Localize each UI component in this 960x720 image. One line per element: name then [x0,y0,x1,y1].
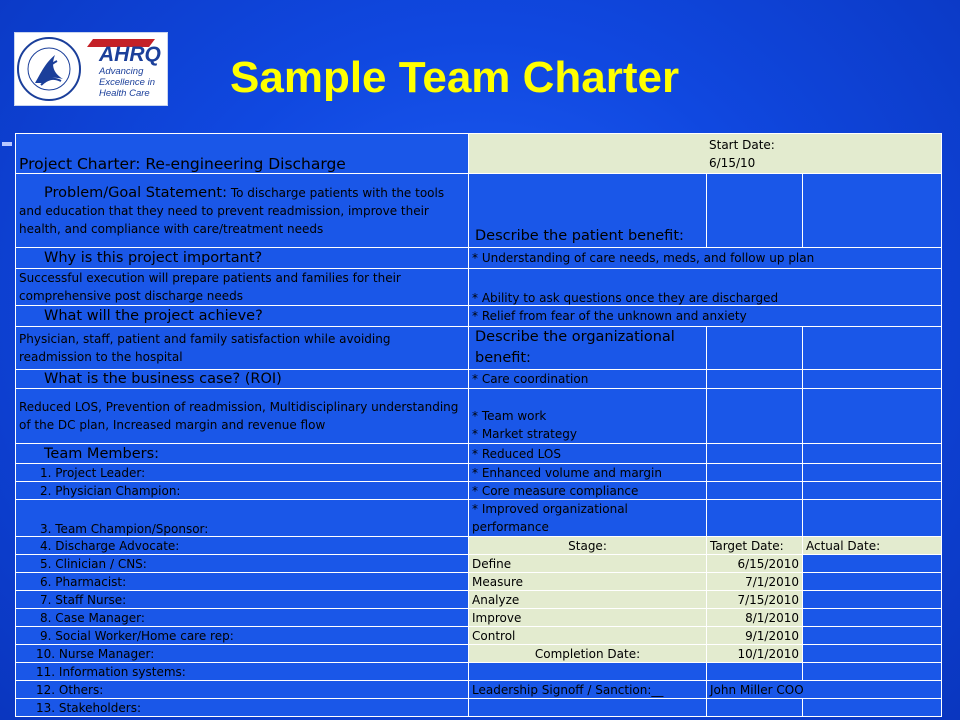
table-cell [707,444,803,464]
team-member-item: 6. Pharmacist: [16,573,469,591]
table-cell [803,464,942,482]
table-row [16,389,942,444]
stage-header: Stage: [469,537,707,555]
why-heading: Why is this project important? [16,248,469,269]
table-row [16,555,942,573]
achieve-heading: What will the project achieve? [16,306,469,327]
table-row [16,609,942,627]
team-heading: Team Members: [16,444,469,464]
team-member-item: 1. Project Leader: [16,464,469,482]
stage-actual-date [803,555,942,573]
table-cell [707,663,803,681]
roi-heading: What is the business case? (ROI) [16,370,469,389]
table-cell [469,699,707,717]
problem-statement-cell [16,174,469,248]
table-row [16,134,942,174]
team-member-item: 8. Case Manager: [16,609,469,627]
patient-benefit-item: * Understanding of care needs, meds, and follow up plan [469,248,942,269]
table-cell [803,444,942,464]
actual-date-header: Actual Date: [803,537,942,555]
slide-title: Sample Team Charter [230,53,680,102]
team-member-item: 3. Team Champion/Sponsor: [16,500,469,537]
table-row [16,327,942,370]
stage-name: Improve [469,609,707,627]
table-cell [803,370,942,389]
project-title: Project Charter: Re-engineering Discharge [16,134,469,174]
table-cell [707,370,803,389]
org-benefit-item: * Reduced LOS [469,444,707,464]
roi-text: Reduced LOS, Prevention of readmission, Multidisciplinary understanding of the DC plan, Increased margin and revenue flow [16,389,469,444]
signoff-value: John Miller COO [707,681,942,699]
stage-actual-date [803,591,942,609]
table-cell [803,500,942,537]
team-member-item: 11. Information systems: [16,663,469,681]
patient-benefit-item: * Ability to ask questions once they are discharged [469,269,942,306]
org-benefit-item: * Improved organizational performance [469,500,707,537]
table-cell [803,389,942,444]
table-row [16,482,942,500]
team-member-item: 9. Social Worker/Home care rep: [16,627,469,645]
table-cell [707,464,803,482]
table-row [16,306,942,327]
completion-date-label: Completion Date: [469,645,707,663]
table-cell [707,389,803,444]
table-row [16,573,942,591]
patient-benefit-label: Describe the patient benefit: [469,174,707,248]
stage-target-date: 8/1/2010 [707,609,803,627]
svg-text:Excellence in: Excellence in [99,77,155,88]
table-row [16,248,942,269]
stage-actual-date [803,609,942,627]
team-member-item: 12. Others: [16,681,469,699]
table-cell [803,663,942,681]
stage-target-date: 6/15/2010 [707,555,803,573]
svg-text:AHRQ: AHRQ [99,43,161,66]
start-date-label: Start Date: [709,137,775,152]
table-row [16,500,942,537]
table-cell [803,645,942,663]
start-date-cell [469,134,942,174]
problem-heading: Problem/Goal Statement: [44,184,227,201]
org-benefit-label: Describe the organizational benefit: [469,327,707,370]
svg-text:Advancing: Advancing [99,66,144,77]
stage-target-date: 9/1/2010 [707,627,803,645]
table-cell [803,327,942,370]
charter-table [15,133,942,717]
bullet-dash-icon [2,142,12,146]
table-row [16,627,942,645]
completion-date-value: 10/1/2010 [707,645,803,663]
stage-target-date: 7/1/2010 [707,573,803,591]
table-cell [707,699,803,717]
org-benefit-item: * Team work [472,409,547,423]
stage-target-date: 7/15/2010 [707,591,803,609]
team-member-item: 13. Stakeholders: [16,699,469,717]
org-benefit-item: * Care coordination [469,370,707,389]
why-text: Successful execution will prepare patients and families for their comprehensive post discharge needs [16,269,469,306]
team-member-item: 4. Discharge Advocate: [16,537,469,555]
table-row [16,174,942,248]
table-cell [469,663,707,681]
table-row [16,537,942,555]
team-member-item: 7. Staff Nurse: [16,591,469,609]
team-member-item: 2. Physician Champion: [16,482,469,500]
table-row [16,591,942,609]
table-cell [803,482,942,500]
table-row [16,444,942,464]
table-row [16,681,942,699]
org-benefit-pair [469,389,707,444]
table-row [16,370,942,389]
stage-name: Define [469,555,707,573]
table-cell [803,174,942,248]
table-cell [707,482,803,500]
agency-logos [14,32,168,106]
table-cell [707,174,803,248]
table-cell [707,327,803,370]
stage-actual-date [803,627,942,645]
table-cell [707,500,803,537]
hhs-seal-logo [18,38,80,100]
table-row [16,464,942,482]
table-row [16,645,942,663]
stage-actual-date [803,573,942,591]
team-member-item: 5. Clinician / CNS: [16,555,469,573]
stage-name: Control [469,627,707,645]
svg-text:Health Care: Health Care [99,88,150,99]
problem-text: To discharge patients with the tools and education that they need to prevent readmission, improve their health, and compliance with care/treatment needs [19,185,445,236]
org-benefit-item: * Core measure compliance [469,482,707,500]
achieve-text: Physician, staff, patient and family satisfaction while avoiding readmission to the hospital [16,327,469,370]
table-row [16,269,942,306]
table-cell [803,699,942,717]
org-benefit-item: * Enhanced volume and margin [469,464,707,482]
ahrq-logo [87,39,161,99]
table-row [16,699,942,717]
stage-name: Analyze [469,591,707,609]
team-member-item: 10. Nurse Manager: [16,645,469,663]
patient-benefit-item: * Relief from fear of the unknown and anxiety [469,306,942,327]
start-date-value: 6/15/10 [709,155,756,170]
target-date-header: Target Date: [707,537,803,555]
signoff-label: Leadership Signoff / Sanction:__ [469,681,707,699]
org-benefit-item: * Market strategy [472,427,577,441]
table-row [16,663,942,681]
stage-name: Measure [469,573,707,591]
